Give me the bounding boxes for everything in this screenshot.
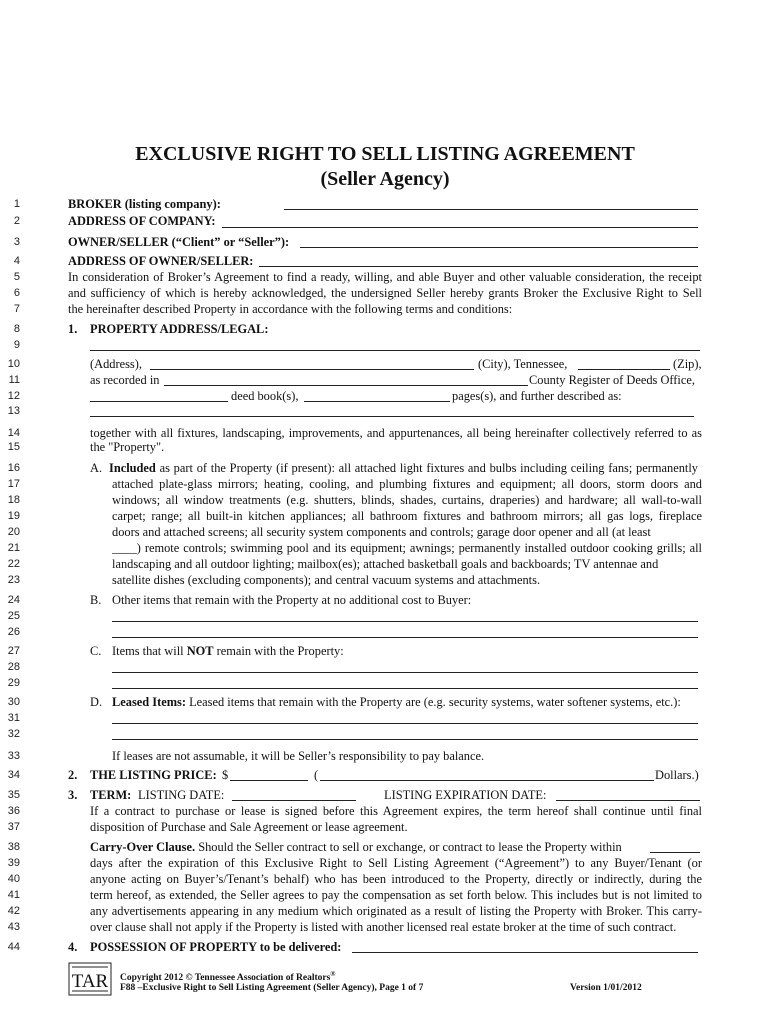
- other-items-field-1[interactable]: [112, 621, 698, 622]
- registered-mark: ®: [330, 970, 336, 978]
- line-number: 32: [7, 728, 20, 740]
- logo-text: TAR: [71, 971, 109, 992]
- recorded-label: as recorded in: [90, 373, 160, 387]
- line-number: 43: [7, 921, 20, 933]
- document-subtitle: (Seller Agency): [320, 168, 450, 190]
- line-number: 25: [7, 610, 20, 622]
- expiration-date-field[interactable]: [556, 800, 700, 801]
- line-number: 10: [7, 358, 20, 370]
- line-number: 11: [8, 374, 20, 386]
- section-3-heading: TERM:: [90, 788, 132, 802]
- owner-address-label: ADDRESS OF OWNER/SELLER:: [68, 254, 254, 268]
- pages-field[interactable]: [304, 401, 450, 402]
- section-4-number: 4.: [68, 940, 78, 954]
- line-number: 33: [7, 750, 20, 762]
- carry-over-line: any advertisements appearing in any medium which originated as a result of listing the Property with Broker. This carry-: [90, 904, 702, 918]
- address-label: (Address),: [90, 357, 142, 371]
- line-number: 35: [7, 789, 20, 801]
- copyright-text: Copyright 2012 © Tennessee Association of Realtors: [120, 973, 331, 984]
- line-number: 30: [7, 696, 20, 708]
- broker-field[interactable]: [284, 209, 698, 210]
- intro-line: In consideration of Broker’s Agreement to find a ready, willing, and able Buyer and other valuable consideration, the receipt: [68, 270, 702, 284]
- item-a-line: doors and attached screens; all security system components and controls; garage door opener and all (at least: [112, 525, 651, 539]
- copyright-line: [120, 970, 336, 983]
- leased-items-field-1[interactable]: [112, 723, 698, 724]
- line-number: 14: [7, 427, 20, 439]
- leased-items-label: Leased Items:: [112, 695, 186, 709]
- included-label: Included: [109, 461, 156, 475]
- carry-over-label: Carry-Over Clause.: [90, 840, 196, 854]
- listing-price-field[interactable]: [230, 780, 308, 781]
- company-address-field[interactable]: [222, 227, 698, 228]
- line-number: 27: [7, 645, 20, 657]
- item-a-line: landscaping and all outdoor lighting; mailbox(es); attached basketball goals and backboards; TV antennae and: [112, 557, 659, 571]
- carry-over-line: days after the expiration of this Exclusive Right to Sell Listing Agreement (“Agreement”) to any Buyer/Tenant (or: [90, 856, 702, 870]
- line-number: 24: [7, 594, 20, 606]
- expiration-date-label: LISTING EXPIRATION DATE:: [384, 788, 547, 802]
- other-items-field-2[interactable]: [112, 637, 698, 638]
- carry-over-days-field[interactable]: [650, 852, 700, 853]
- line-number: 44: [7, 941, 20, 953]
- item-a-letter: A.: [90, 461, 103, 475]
- section-1-heading: PROPERTY ADDRESS/LEGAL:: [90, 322, 269, 336]
- tar-logo: [68, 962, 112, 996]
- item-d-text: [112, 695, 681, 710]
- lease-note: If leases are not assumable, it will be Seller’s responsibility to pay balance.: [112, 749, 485, 763]
- form-line: F88 –Exclusive Right to Sell Listing Agreement (Seller Agency), Page 1 of 7: [120, 983, 424, 993]
- line-number: 4: [13, 255, 20, 267]
- together-line: the "Property".: [90, 440, 165, 454]
- zip-label: (Zip),: [673, 357, 702, 371]
- item-b-letter: B.: [90, 593, 102, 607]
- dollars-label: Dollars.): [655, 768, 699, 782]
- line-number: 6: [13, 287, 20, 299]
- line-number: 28: [7, 661, 20, 673]
- owner-seller-field[interactable]: [300, 247, 698, 248]
- line-number: 34: [7, 769, 20, 781]
- item-a-line: attached plate-glass mirrors; heating, cooling, and plumbing fixtures and equipment; all doors, storm doors and: [112, 477, 702, 491]
- listing-date-label: LISTING DATE:: [138, 788, 225, 802]
- line-number: 5: [13, 271, 20, 283]
- company-address-label: ADDRESS OF COMPANY:: [68, 214, 216, 228]
- line-number: 37: [7, 821, 20, 833]
- item-c-letter: C.: [90, 644, 102, 658]
- excluded-items-field-1[interactable]: [112, 672, 698, 673]
- legal-description-field[interactable]: [90, 350, 700, 351]
- line-number: 41: [7, 889, 20, 901]
- carry-over-line: term hereof, as extended, the Seller agrees to pay the compensation as set forth below. This includes but is not limited to: [90, 888, 702, 902]
- item-a-line: carpet; range; all built-in kitchen appliances; all bathroom fixtures and bathroom mirrors; all gas logs, fireplace: [112, 509, 702, 523]
- tar-logo-icon: [68, 962, 112, 996]
- excluded-items-field-2[interactable]: [112, 688, 698, 689]
- line-number: 17: [7, 478, 20, 490]
- carry-over-line: over clause shall not apply if the Property is listed with another licensed real estate broker at the time of such contract.: [90, 920, 677, 934]
- deed-book-field[interactable]: [90, 401, 228, 402]
- possession-field[interactable]: [352, 952, 698, 953]
- item-c-pre: Items that will: [112, 644, 184, 658]
- listing-price-words-field[interactable]: [320, 780, 654, 781]
- line-number: 20: [7, 526, 20, 538]
- document-title: EXCLUSIVE RIGHT TO SELL LISTING AGREEMENT: [135, 143, 635, 165]
- listing-date-field[interactable]: [232, 800, 356, 801]
- owner-seller-label: OWNER/SELLER (“Client” or “Seller”):: [68, 235, 290, 249]
- line-number: 1: [13, 198, 20, 210]
- county-label: County Register of Deeds Office,: [529, 373, 695, 387]
- deed-label: deed book(s),: [231, 389, 299, 403]
- line-number: 31: [7, 712, 20, 724]
- line-number: 40: [7, 873, 20, 885]
- line-number: 2: [13, 215, 20, 227]
- line-number: 13: [7, 405, 20, 417]
- further-description-field[interactable]: [90, 416, 694, 417]
- included-text: as part of the Property (if present): all attached light fixtures and bulbs including ceiling fans; permanently: [159, 461, 698, 475]
- line-number: 19: [7, 510, 20, 522]
- line-number: 23: [7, 574, 20, 586]
- line-number: 3: [13, 236, 20, 248]
- carry-over-first-line: [90, 840, 622, 855]
- leased-items-text: Leased items that remain with the Property are (e.g. security systems, water softener systems, etc.):: [189, 695, 681, 709]
- city-label: (City), Tennessee,: [478, 357, 568, 371]
- address-field[interactable]: [150, 369, 474, 370]
- broker-label: BROKER (listing company):: [68, 197, 221, 211]
- line-number: 36: [7, 805, 20, 817]
- line-number: 26: [7, 626, 20, 638]
- item-d-letter: D.: [90, 695, 103, 709]
- intro-line: and sufficiency of which is hereby acknowledged, the undersigned Seller hereby grants Broker the Exclusive Right to Sell: [68, 286, 702, 300]
- term-line: disposition of Purchase and Sale Agreement or lease agreement.: [90, 820, 408, 834]
- section-2-number: 2.: [68, 768, 78, 782]
- line-number: 8: [13, 323, 20, 335]
- section-4-heading: POSSESSION OF PROPERTY to be delivered:: [90, 940, 342, 954]
- term-line: If a contract to purchase or lease is signed before this Agreement expires, the term hereof shall continue until final: [90, 804, 702, 818]
- line-number: 18: [7, 494, 20, 506]
- carry-over-line: anyone acting on Buyer’s/Tenant’s behalf) who has been introduced to the Property, directly or indirectly, during the: [90, 872, 702, 886]
- zip-field[interactable]: [578, 369, 670, 370]
- dollar-sign: $: [222, 768, 229, 782]
- not-label: NOT: [186, 644, 214, 658]
- line-number: 29: [7, 677, 20, 689]
- item-b-text: Other items that remain with the Property at no additional cost to Buyer:: [112, 593, 472, 607]
- line-number: 22: [7, 558, 20, 570]
- line-number: 21: [7, 542, 20, 554]
- leased-items-field-2[interactable]: [112, 739, 698, 740]
- section-1-number: 1.: [68, 322, 78, 336]
- item-c-post: remain with the Property:: [216, 644, 344, 658]
- line-number: 38: [7, 841, 20, 853]
- line-number: 15: [7, 441, 20, 453]
- item-a-line: ____) remote controls; swimming pool and its equipment; awnings; permanently installed outdoor cooking grills; all: [112, 541, 702, 555]
- line-number: 16: [7, 462, 20, 474]
- together-line: together with all fixtures, landscaping, improvements, and appurtenances, all being hereinafter collectively referred to as: [90, 426, 702, 440]
- line-number: 39: [7, 857, 20, 869]
- line-number: 7: [13, 303, 20, 315]
- version-line: Version 1/01/2012: [570, 983, 642, 993]
- item-a-line: windows; all window treatments (e.g. shutters, blinds, shades, curtains, draperies) and hardware; all wall-to-wall: [112, 493, 702, 507]
- intro-line: the hereinafter described Property in accordance with the following terms and conditions:: [68, 302, 513, 316]
- item-a-first-line: [109, 461, 698, 476]
- owner-address-field[interactable]: [259, 266, 698, 267]
- line-number: 12: [7, 390, 20, 402]
- line-number: 42: [7, 905, 20, 917]
- item-c-text: [112, 644, 344, 659]
- section-2-heading: THE LISTING PRICE:: [90, 768, 217, 782]
- item-a-line: satellite dishes (excluding components); and central vacuum systems and attachments.: [112, 573, 541, 587]
- line-number: 9: [13, 339, 20, 351]
- open-paren: (: [314, 768, 319, 782]
- pages-label: pages(s), and further described as:: [452, 389, 622, 403]
- section-3-number: 3.: [68, 788, 78, 802]
- carry-over-text: Should the Seller contract to sell or exchange, or contract to lease the Property within: [198, 840, 622, 854]
- county-field[interactable]: [164, 385, 528, 386]
